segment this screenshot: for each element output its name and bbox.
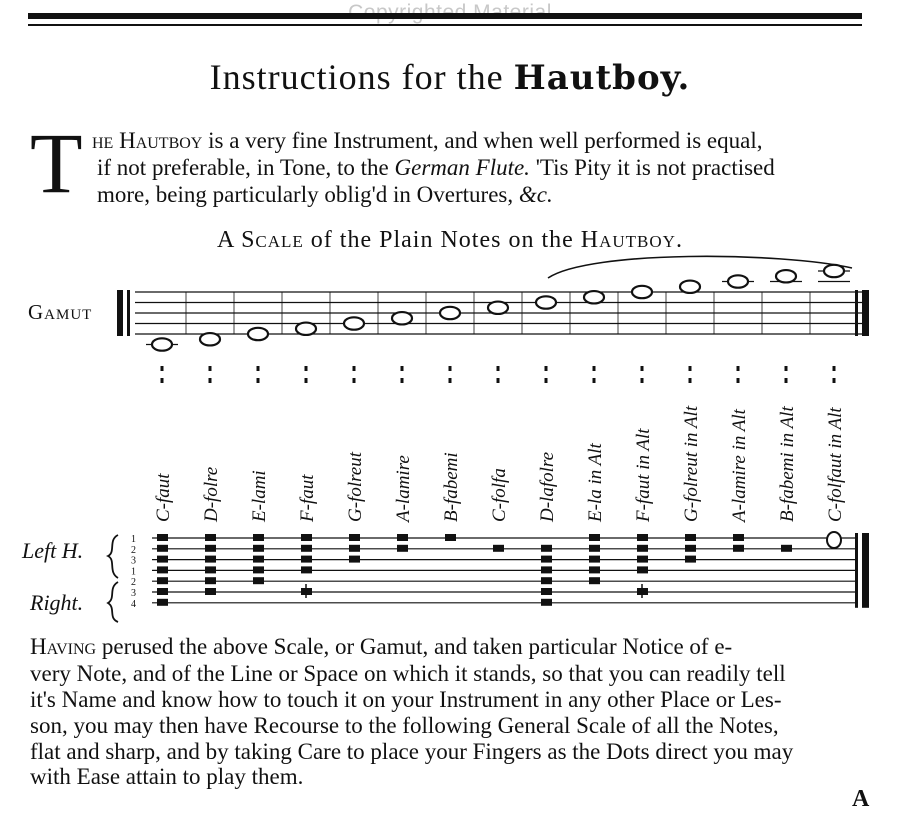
leader-dot — [209, 366, 212, 371]
hole-number: 1 — [131, 566, 136, 578]
note-name-label: B-fabemi in Alt — [777, 406, 798, 522]
note-head — [824, 265, 844, 277]
fingering-dot — [349, 534, 360, 541]
note-head — [392, 312, 412, 324]
fingering-dot — [685, 534, 696, 541]
fingering-dot — [685, 556, 696, 563]
leader-dot — [353, 378, 356, 383]
fingering-dot — [781, 545, 792, 552]
leader-dot — [737, 378, 740, 383]
closing-line-4: son, you may then have Recourse to the following General Scale of all the Notes, — [30, 713, 779, 738]
fingering-dot — [637, 545, 648, 552]
intro-line-2-post: 'Tis Pity it is not practised — [529, 155, 775, 180]
leader-dot — [257, 366, 260, 371]
fingering-dot — [253, 545, 264, 552]
fingering-dot — [493, 545, 504, 552]
left-hand-label: Left H. — [22, 538, 84, 563]
fingering-dot — [301, 545, 312, 552]
leader-dot — [449, 378, 452, 383]
staff-barline-left-thick — [117, 290, 123, 336]
leader-dot — [641, 378, 644, 383]
fingering-dot — [541, 545, 552, 552]
fingering-dot — [157, 556, 168, 563]
closing-line-2: very Note, and of the Line or Space on which it stands, so that you can readily tell — [30, 661, 786, 686]
note-head — [536, 296, 556, 308]
note-head — [248, 328, 268, 340]
note-head — [632, 286, 652, 298]
title-prefix: Instructions for the — [209, 57, 504, 97]
closing-having: Having — [30, 634, 97, 659]
fingering-dot — [301, 534, 312, 541]
fingering-dot — [349, 545, 360, 552]
scale-title-scale: Scale — [241, 227, 304, 253]
fingering-dot — [445, 534, 456, 541]
leader-dot — [737, 366, 740, 371]
fingering-open-key — [827, 532, 841, 548]
leader-dot — [785, 378, 788, 383]
note-name-label: A-lamire — [393, 455, 414, 522]
fingering-dot — [637, 534, 648, 541]
table-barline-right-thin — [855, 533, 858, 608]
fingering-dot — [589, 577, 600, 584]
leader-dot — [785, 366, 788, 371]
fingering-dot — [637, 556, 648, 563]
leader-dot — [161, 366, 164, 371]
closing-line-5: flat and sharp, and by taking Care to place your Fingers as the Dots direct you may — [30, 739, 794, 764]
leader-dot — [497, 366, 500, 371]
leader-dot — [833, 378, 836, 383]
intro-instrument: he Hautboy — [92, 128, 203, 153]
note-name-label: E-la in Alt — [585, 443, 606, 522]
note-head — [200, 333, 220, 345]
note-head — [440, 307, 460, 319]
note-name-label: C-faut — [153, 473, 174, 522]
intro-german-flute: German Flute. — [394, 155, 530, 180]
fingering-dot — [541, 566, 552, 573]
note-name-label: G-folreut — [345, 451, 366, 522]
note-head — [344, 317, 364, 329]
fingering-dot — [205, 566, 216, 573]
leader-dot — [161, 378, 164, 383]
hole-number: 2 — [131, 577, 136, 589]
fingering-dot — [637, 566, 648, 573]
hole-number: 1 — [131, 534, 136, 545]
intro-line-2-pre: if not preferable, in Tone, to the — [97, 155, 395, 180]
fingering-dot — [589, 545, 600, 552]
fingering-dot — [541, 588, 552, 595]
fingering-dot — [301, 556, 312, 563]
fingering-dot — [205, 556, 216, 563]
intro-etc: &c. — [518, 182, 553, 207]
hole-number: 3 — [131, 555, 136, 567]
slur-mark — [548, 256, 852, 278]
right-hand-label: Right. — [30, 590, 84, 615]
fingering-dot — [733, 545, 744, 552]
scale-title-pre: A — [217, 227, 242, 253]
leader-dot — [545, 378, 548, 383]
note-name-label: F-faut — [297, 474, 318, 522]
fingering-dot — [589, 566, 600, 573]
fingering-dot — [253, 556, 264, 563]
fingering-dot — [733, 534, 744, 541]
fingering-dot — [157, 599, 168, 606]
fingering-dot — [541, 599, 552, 606]
left-hand-brace — [108, 535, 118, 578]
table-barline-right-thick — [862, 533, 869, 608]
leader-dot — [401, 366, 404, 371]
note-head — [584, 291, 604, 303]
closing-line-1-rest: perused the above Scale, or Gamut, and taken particular Notice of e- — [96, 634, 733, 659]
fingering-dot — [205, 577, 216, 584]
leader-dot — [449, 366, 452, 371]
fingering-dot — [205, 545, 216, 552]
title-blackletter: Hautboy. — [513, 58, 691, 98]
leader-dot — [689, 366, 692, 371]
fingering-dot — [157, 577, 168, 584]
scale-title-post: . — [675, 227, 683, 253]
closing-line-1 — [30, 634, 732, 660]
leader-dot — [401, 378, 404, 383]
fingering-dot — [397, 545, 408, 552]
leader-dot — [353, 366, 356, 371]
staff-barline-right-thick — [862, 290, 869, 336]
leader-dot — [641, 366, 644, 371]
note-head — [776, 270, 796, 282]
leader-dot — [593, 366, 596, 371]
note-head — [296, 323, 316, 335]
right-hand-brace — [108, 582, 118, 622]
fingering-dot — [157, 566, 168, 573]
leader-dot — [305, 366, 308, 371]
closing-line-6: with Ease attain to play them. — [30, 764, 304, 789]
leader-dot — [593, 378, 596, 383]
fingering-dot — [253, 534, 264, 541]
intro-line-3-pre: more, being particularly oblig'd in Overtures, — [97, 182, 519, 207]
scale-title-mid: of the Plain Notes on the — [303, 227, 581, 253]
hole-number: 4 — [131, 598, 136, 610]
fingering-dot — [253, 577, 264, 584]
leader-dot — [689, 378, 692, 383]
intro-line-1-rest: is a very fine Instrument, and when well performed is equal, — [202, 128, 763, 153]
note-name-label: B-fabemi — [441, 452, 462, 522]
hole-number: 3 — [131, 588, 136, 599]
leader-dot — [545, 366, 548, 371]
note-name-label: D-lafolre — [537, 451, 558, 522]
fingering-dot — [253, 566, 264, 573]
note-name-label: C-folfa — [489, 468, 510, 522]
fingering-dot — [349, 556, 360, 563]
staff-barline-right-thin — [855, 290, 858, 336]
note-name-label: F-faut in Alt — [633, 428, 654, 522]
note-head — [680, 281, 700, 293]
fingering-dot — [157, 534, 168, 541]
fingering-dot — [397, 534, 408, 541]
gamut-label: Gamut — [28, 300, 93, 324]
fingering-dot — [541, 577, 552, 584]
fingering-dot — [541, 556, 552, 563]
note-name-label: A-lamire in Alt — [729, 409, 750, 522]
fingering-dot — [205, 588, 216, 595]
closing-line-3: it's Name and know how to touch it on your Instrument in any other Place or Les- — [30, 687, 782, 712]
fingering-dot — [685, 545, 696, 552]
note-head — [488, 302, 508, 314]
leader-dot — [497, 378, 500, 383]
hole-number: 2 — [131, 544, 136, 556]
note-name-label: C-folfaut in Alt — [825, 407, 846, 522]
leader-dot — [833, 366, 836, 371]
note-name-label: G-folreut in Alt — [681, 405, 702, 522]
fingering-dot — [205, 534, 216, 541]
drop-cap: T — [30, 115, 83, 211]
fingering-dot — [157, 588, 168, 595]
fingering-dot — [301, 566, 312, 573]
staff-barline-left-thin — [127, 290, 130, 336]
fingering-dot — [589, 556, 600, 563]
note-name-label: D-folre — [201, 466, 222, 522]
note-name-label: E-lami — [249, 470, 270, 522]
leader-dot — [209, 378, 212, 383]
leader-dot — [305, 378, 308, 383]
leader-dot — [257, 378, 260, 383]
fingering-dot — [589, 534, 600, 541]
note-head — [728, 275, 748, 287]
scale-title-instrument: Hautboy — [580, 227, 676, 253]
note-head — [152, 338, 172, 350]
fingering-dot — [157, 545, 168, 552]
signature-mark: A — [852, 786, 870, 812]
